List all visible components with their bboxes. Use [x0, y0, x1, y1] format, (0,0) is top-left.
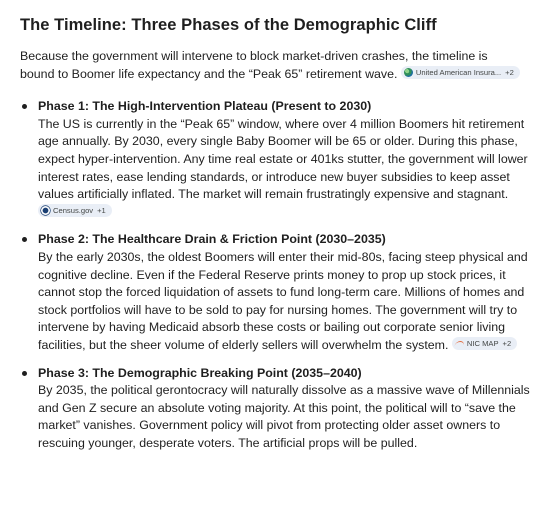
- citation-count: +1: [97, 205, 106, 215]
- list-item-phase-3: [20, 365, 530, 453]
- citation-chip-intro[interactable]: [401, 66, 520, 79]
- citation-label: Census.gov: [53, 205, 94, 215]
- phase-body: By the early 2030s, the oldest Boomers will enter their mid-80s, facing steep physical and cognitive decline. Even if the Federal Reserve prints money to prop up stock prices, it cannot stop the forced liquidation of assets to fund long-term care. Millions of homes and stock portfolios will have to be sold to pay for nursing homes. The government will try to intervene by having Medicaid absorb these costs or bailing out corporate senior living facilities, but the sheer volume of elderly sellers will overwhelm the system.: [38, 249, 528, 352]
- globe-icon: [404, 68, 413, 77]
- phase-title: Phase 2: The Healthcare Drain & Friction Point (2030–2035): [38, 232, 386, 247]
- section-heading: The Timeline: Three Phases of the Demographic Cliff: [20, 16, 437, 34]
- intro-paragraph: [20, 48, 530, 83]
- intro-text: Because the government will intervene to block market-driven crashes, the timeline is bound to Boomer life expectancy and the “Peak 65” retirement wave.: [20, 49, 488, 81]
- citation-chip-phase-2[interactable]: [452, 337, 517, 350]
- citation-label: NIC MAP: [466, 338, 499, 348]
- list-item-phase-2: [20, 231, 530, 354]
- bullet-icon: [22, 104, 27, 109]
- list-item-phase-1: [20, 98, 530, 221]
- phase-list: [20, 98, 530, 452]
- bullet-icon: [22, 371, 27, 376]
- phase-body: By 2035, the political gerontocracy will naturally dissolve as a massive wave of Millennials and Gen Z secure an absolute voting majority. At this point, the political will to “save the market” vanishes. Government policy will pivot from protecting older asset owners to rescuing younger, desperate voters. The artificial props will be pulled.: [38, 383, 530, 450]
- nic-icon: [455, 339, 464, 348]
- phase-title: Phase 3: The Demographic Breaking Point (2035–2040): [38, 365, 362, 380]
- citation-count: +2: [505, 67, 514, 77]
- phase-body: The US is currently in the “Peak 65” window, where over 4 million Boomers hit retirement age annually. By 2030, every single Baby Boomer will be 65 or older. During this phase, expect hyper-intervention. Any time real estate or 401ks stutter, the government will lower interest rates, ease lending standards, or introduce new buyer subsidies to keep asset values artificially inflated. The market will remain frustratingly expensive and stagnant.: [38, 116, 528, 202]
- census-icon: [41, 206, 50, 215]
- citation-label: United American Insura...: [415, 67, 502, 77]
- phase-title: Phase 1: The High-Intervention Plateau (Present to 2030): [38, 99, 372, 114]
- bullet-icon: [22, 237, 27, 242]
- citation-chip-phase-1[interactable]: [38, 204, 112, 217]
- citation-count: +2: [502, 338, 512, 348]
